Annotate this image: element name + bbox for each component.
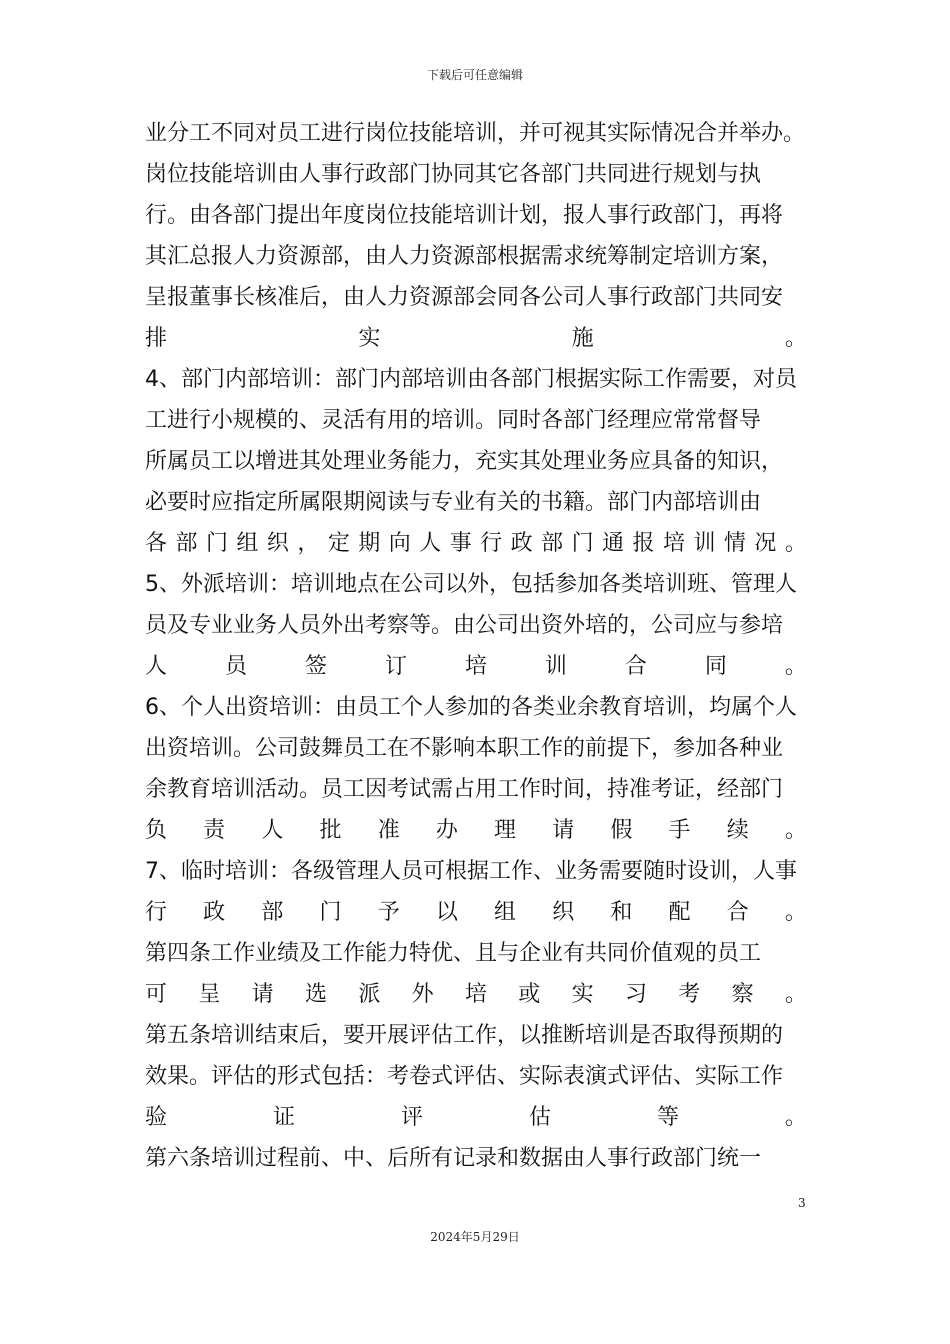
- text-char: 。: [784, 531, 807, 556]
- text-char: 织: [552, 900, 575, 925]
- text-line: 6、个人出资培训：由员工个人参加的各类业余教育培训，均属个人: [145, 695, 797, 720]
- text-char: 办: [435, 818, 458, 843]
- body-text: [145, 113, 807, 1179]
- text-line: 必要时应指定所属限期阅读与专业有关的书籍。部门内部培训由: [145, 490, 762, 515]
- text-char: 人: [145, 654, 168, 679]
- text-char: 组: [494, 900, 517, 925]
- text-char: 同: [704, 654, 727, 679]
- text-line: 呈报董事长核准后，由人力资源部会同各公司人事行政部门共同安: [145, 285, 784, 310]
- text-line: 5、外派培训：培训地点在公司以外，包括参加各类培训班、管理人: [145, 572, 797, 597]
- text-char: 门: [319, 900, 342, 925]
- text-char: 实: [358, 326, 381, 351]
- text-line: [145, 974, 807, 1015]
- text-char: 外: [411, 982, 434, 1007]
- text-line: 4、部门内部培训：部门内部培训由各部门根据实际工作需要，对员: [145, 367, 797, 392]
- text-char: 培: [464, 982, 487, 1007]
- text-char: 行: [480, 531, 503, 556]
- text-char: 门: [205, 531, 228, 556]
- text-line: 其汇总报人力资源部，由人力资源部根据需求统筹制定培训方案，: [145, 244, 784, 269]
- text-char: 训: [544, 654, 567, 679]
- text-line: [145, 646, 807, 687]
- text-char: 呈: [198, 982, 221, 1007]
- text-char: 签: [304, 654, 327, 679]
- text-char: 习: [624, 982, 647, 1007]
- text-char: 部: [261, 900, 284, 925]
- text-line: 所属员工以增进其处理业务能力，充实其处理业务应具备的知识，: [145, 449, 784, 474]
- text-char: 。: [784, 654, 807, 679]
- text-char: 选: [304, 982, 327, 1007]
- text-line: 余教育培训活动。员工因考试需占用工作时间，持准考证，经部门: [145, 777, 784, 802]
- text-line: 出资培训。公司鼓舞员工在不影响本职工作的前提下，参加各种业: [145, 736, 784, 761]
- text-line: 工进行小规模的、灵活有用的培训。同时各部门经理应常常督导: [145, 408, 762, 433]
- text-line: 第五条培训结束后，要开展评估工作，以推断培训是否取得预期的: [145, 1023, 784, 1048]
- text-line: 第四条工作业绩及工作能力特优、且与企业有共同价值观的员工: [145, 941, 762, 966]
- text-char: 实: [571, 982, 594, 1007]
- text-char: 和: [610, 900, 633, 925]
- text-line: [145, 523, 807, 564]
- text-char: 部: [541, 531, 564, 556]
- text-char: 。: [784, 982, 807, 1007]
- text-char: 以: [435, 900, 458, 925]
- text-line: 员及专业业务人员外出考察等。由公司出资外培的，公司应与参培: [145, 613, 784, 638]
- text-char: 门: [571, 531, 594, 556]
- text-char: 。: [784, 900, 807, 925]
- text-char: 训: [693, 531, 716, 556]
- text-char: 假: [610, 818, 633, 843]
- text-char: 况: [754, 531, 777, 556]
- text-char: 期: [358, 531, 381, 556]
- text-line: [145, 810, 807, 851]
- text-char: 手: [668, 818, 691, 843]
- text-char: 行: [145, 900, 168, 925]
- text-char: 合: [624, 654, 647, 679]
- text-char: 事: [449, 531, 472, 556]
- text-line: 效果。评估的形式包括：考卷式评估、实际表演式评估、实际工作: [145, 1064, 784, 1089]
- text-line: 行。由各部门提出年度岗位技能培训计划，报人事行政部门，再将: [145, 203, 784, 228]
- text-char: 可: [145, 982, 168, 1007]
- text-char: 订: [384, 654, 407, 679]
- text-char: 等: [656, 1105, 679, 1130]
- text-char: 部: [175, 531, 198, 556]
- text-char: 证: [272, 1105, 295, 1130]
- text-char: 准: [377, 818, 400, 843]
- text-char: 理: [494, 818, 517, 843]
- text-char: 负: [145, 818, 168, 843]
- text-char: 员: [224, 654, 247, 679]
- text-char: 政: [510, 531, 533, 556]
- text-char: 配: [668, 900, 691, 925]
- text-char: 续: [726, 818, 749, 843]
- text-char: 请: [552, 818, 575, 843]
- text-char: 考: [678, 982, 701, 1007]
- text-char: 予: [377, 900, 400, 925]
- text-char: 报: [632, 531, 655, 556]
- text-char: 向: [388, 531, 411, 556]
- text-char: ，: [297, 531, 320, 556]
- page-header: 下载后可任意编辑: [426, 68, 523, 82]
- text-char: 责: [203, 818, 226, 843]
- text-char: 情: [723, 531, 746, 556]
- text-char: 排: [145, 326, 168, 351]
- text-char: 培: [464, 654, 487, 679]
- text-char: 合: [726, 900, 749, 925]
- text-char: 通: [602, 531, 625, 556]
- text-char: 评: [400, 1105, 423, 1130]
- text-char: 施: [571, 326, 594, 351]
- text-char: 定: [327, 531, 350, 556]
- text-line: [145, 318, 807, 359]
- text-line: 7、临时培训：各级管理人员可根据工作、业务需要随时设训，人事: [145, 859, 797, 884]
- text-line: [145, 1097, 807, 1138]
- text-char: 批: [319, 818, 342, 843]
- text-char: 培: [662, 531, 685, 556]
- text-line: 岗位技能培训由人事行政部门协同其它各部门共同进行规划与执: [145, 162, 762, 187]
- text-char: 验: [145, 1105, 168, 1130]
- text-char: 人: [419, 531, 442, 556]
- text-line: 第六条培训过程前、中、后所有记录和数据由人事行政部门统一: [145, 1146, 762, 1171]
- text-char: 派: [358, 982, 381, 1007]
- text-char: 政: [203, 900, 226, 925]
- text-char: 。: [784, 1105, 807, 1130]
- text-char: 。: [784, 326, 807, 351]
- text-line: [145, 892, 807, 933]
- text-char: 组: [236, 531, 259, 556]
- text-char: 请: [251, 982, 274, 1007]
- text-line: 业分工不同对员工进行岗位技能培训，并可视其实际情况合并举办。: [145, 121, 806, 146]
- text-char: 估: [528, 1105, 551, 1130]
- text-char: 或: [518, 982, 541, 1007]
- text-char: 察: [731, 982, 754, 1007]
- text-char: 各: [145, 531, 168, 556]
- text-char: 织: [266, 531, 289, 556]
- text-char: 。: [784, 818, 807, 843]
- page-footer-date: 2024年5月29日: [430, 1230, 520, 1244]
- page-number: 3: [798, 1196, 806, 1210]
- text-char: 人: [261, 818, 284, 843]
